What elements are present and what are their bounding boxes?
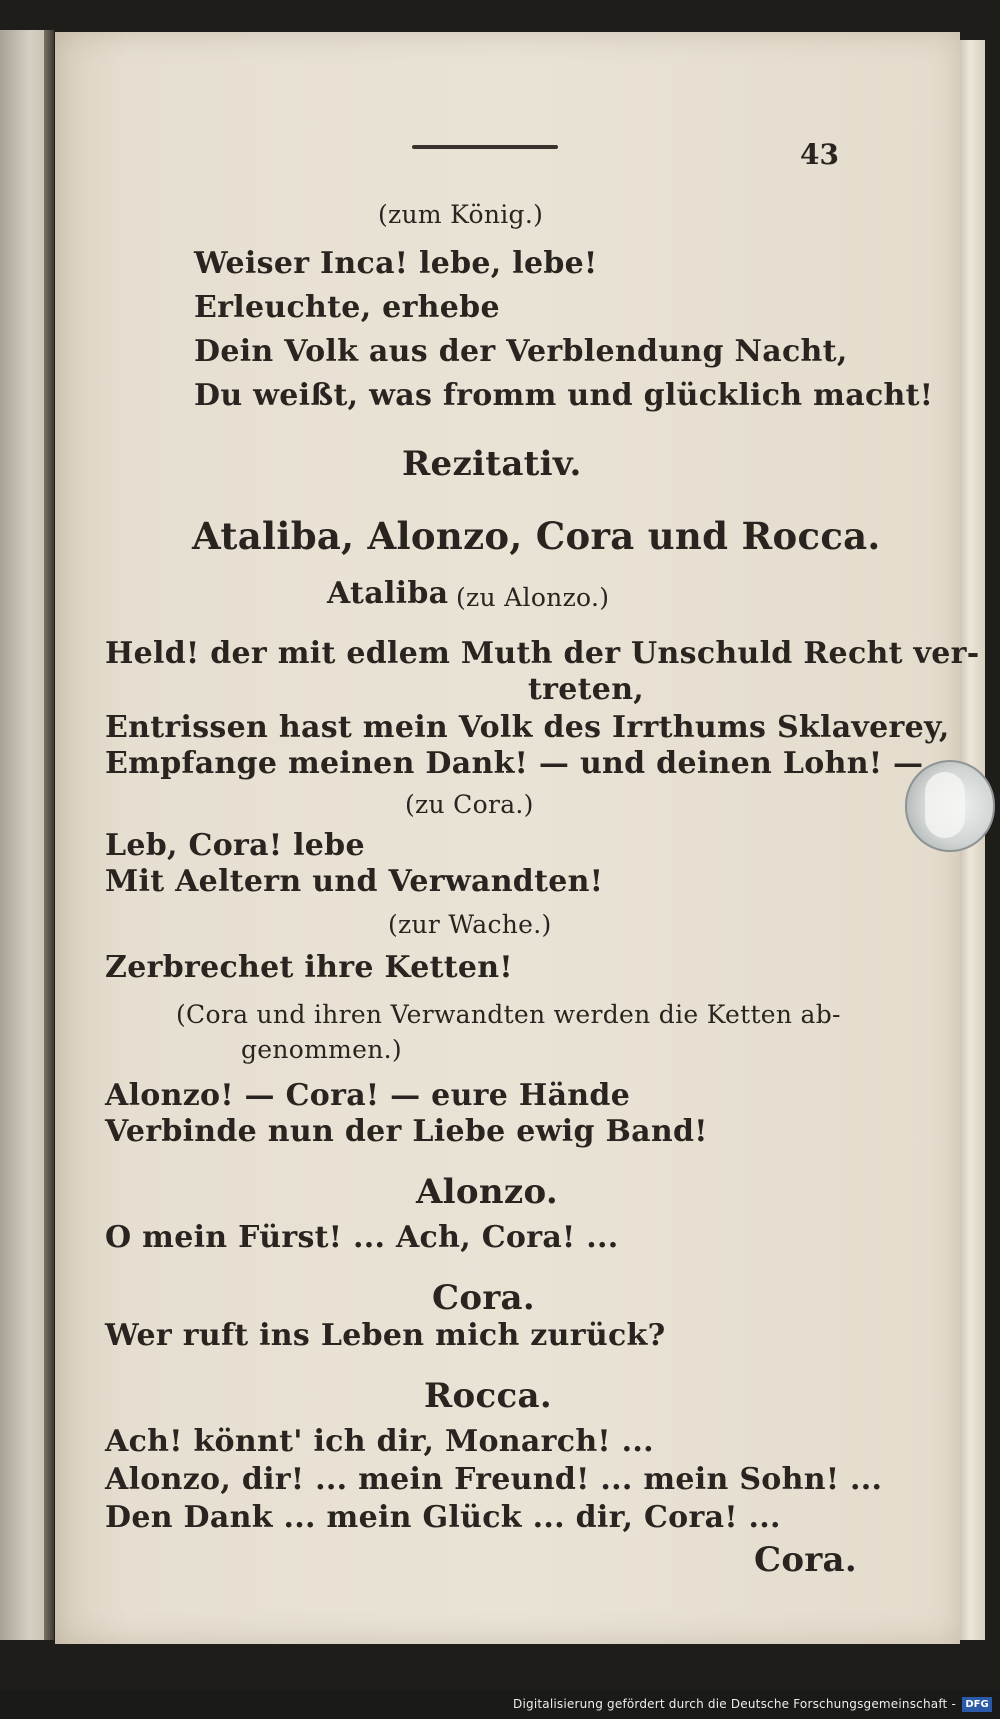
book-gutter: [44, 30, 54, 1640]
speaker-name: Ataliba: [327, 576, 449, 611]
catchword: Cora.: [754, 1540, 858, 1580]
verse-line: Held! der mit edlem Muth der Unschuld Recht ver-: [105, 636, 980, 671]
stage-direction: (zur Wache.): [388, 910, 552, 939]
stage-direction: (zu Cora.): [405, 790, 534, 819]
verse-line: Erleuchte, erhebe: [194, 290, 500, 325]
speaker-name: Cora.: [432, 1278, 536, 1318]
header-rule: [412, 145, 558, 149]
stage-direction: genommen.): [241, 1035, 402, 1064]
verse-line: O mein Fürst! ... Ach, Cora! ...: [105, 1220, 619, 1255]
verse-line: Ach! könnt' ich dir, Monarch! ...: [105, 1424, 654, 1459]
section-heading: Rezitativ.: [402, 444, 582, 484]
verse-line: Verbinde nun der Liebe ewig Band!: [105, 1114, 708, 1149]
verse-line: Alonzo, dir! ... mein Freund! ... mein Sohn! ...: [105, 1462, 883, 1497]
verse-line: Dein Volk aus der Verblendung Nacht,: [194, 334, 848, 369]
left-page-edge: [0, 30, 50, 1640]
verse-line: Empfange meinen Dank! — und deinen Lohn! —: [105, 746, 924, 781]
verse-line: treten,: [528, 672, 645, 707]
stage-direction: (zu Alonzo.): [456, 583, 610, 612]
persons-heading: Ataliba, Alonzo, Cora und Rocca.: [192, 514, 881, 558]
verse-line: Zerbrechet ihre Ketten!: [105, 950, 513, 985]
verse-line: Weiser Inca! lebe, lebe!: [194, 246, 598, 281]
verse-line: Du weißt, was fromm und glücklich macht!: [194, 378, 934, 413]
speaker-name: Alonzo.: [416, 1172, 559, 1212]
stage-direction: (zum König.): [378, 200, 544, 229]
verse-line: Leb, Cora! lebe: [105, 828, 365, 863]
page-clip-highlight: [925, 772, 965, 838]
speaker-name: Rocca.: [424, 1376, 553, 1416]
verse-line: Den Dank ... mein Glück ... dir, Cora! ...: [105, 1500, 781, 1535]
verse-line: Entrissen hast mein Volk des Irrthums Sklaverey,: [105, 710, 950, 745]
verse-line: Alonzo! — Cora! — eure Hände: [105, 1078, 631, 1113]
verse-line: Wer ruft ins Leben mich zurück?: [105, 1318, 666, 1353]
footer-credit: Digitalisierung gefördert durch die Deutsche Forschungsgemeinschaft -: [513, 1697, 956, 1711]
verse-line: Mit Aeltern und Verwandten!: [105, 864, 604, 899]
dfg-logo-icon: DFG: [962, 1697, 992, 1712]
stage-direction: (Cora und ihren Verwandten werden die Ketten ab-: [176, 1000, 841, 1029]
page-number: 43: [800, 138, 839, 171]
